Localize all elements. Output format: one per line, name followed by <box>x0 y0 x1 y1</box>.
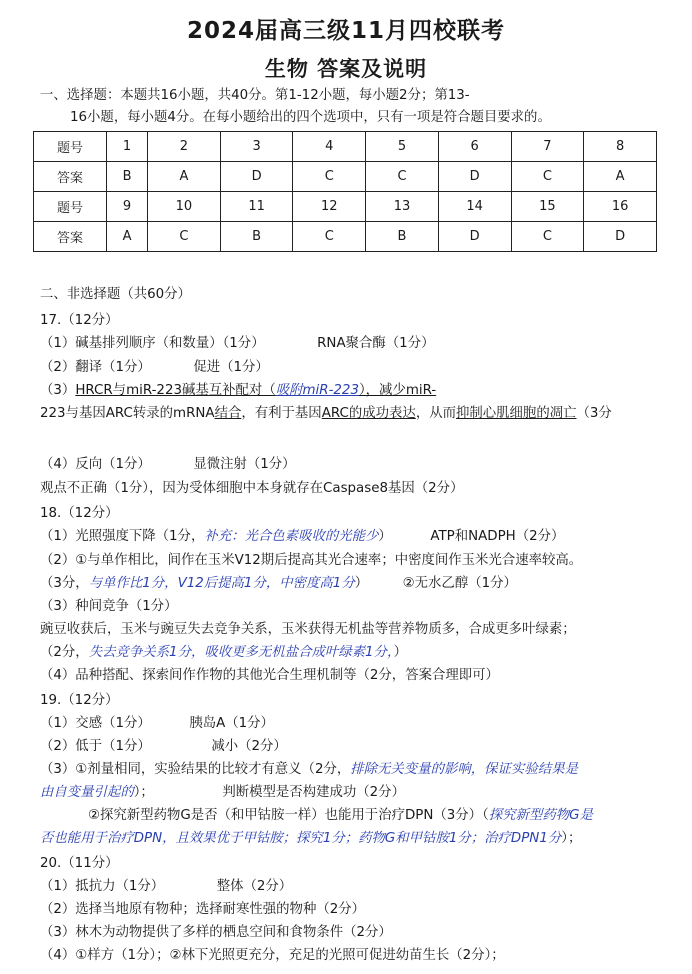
table-cell: 13 <box>366 192 439 222</box>
section1-intro-line1: 一、选择题：本题共16小题，共40分。第1-12小题，每小题2分；第13- <box>40 88 470 103</box>
answer-text: ），减少miR- <box>358 383 437 398</box>
q19-line4 <box>40 784 405 802</box>
answer-text: HRCR与miR-223碱基互补配对（ <box>75 383 276 398</box>
table-cell: B <box>107 162 148 192</box>
answer-text: （1）抵抗力（1分） <box>40 879 165 894</box>
table-cell: 12 <box>293 192 366 222</box>
table-cell: A <box>148 162 221 192</box>
answer-text: ，有利于基因 <box>241 406 322 421</box>
scoring-note: 排除无关变量的影响，保证实验结果是 <box>350 762 578 777</box>
answer-text: RNA聚合酶（1分） <box>317 336 435 351</box>
table-cell: D <box>438 222 511 252</box>
answer-text: （3）①剂量相同，实验结果的比较才有意义（2分， <box>40 762 351 777</box>
table-cell: C <box>148 222 221 252</box>
answer-text: ARC的成功表达 <box>321 406 416 421</box>
table-cell: 10 <box>148 192 221 222</box>
table-cell: 4 <box>293 132 366 162</box>
answer-text: ） <box>354 576 369 591</box>
table-cell: 15 <box>511 192 584 222</box>
table-row <box>34 162 657 192</box>
answer-text: ）； <box>133 785 154 800</box>
q20-line4: （4）①样方（1分）；②林下光照更充分，充足的光照可促进幼苗生长（2分）； <box>40 948 505 963</box>
scoring-note: 由自变量引起的 <box>40 785 134 800</box>
answer-text: 胰岛A（1分） <box>189 716 274 731</box>
q17-line5 <box>40 456 296 474</box>
answer-text: 显微注射（1分） <box>193 457 296 472</box>
table-cell: 5 <box>366 132 439 162</box>
exam-subtitle: 生物 答案及说明 <box>264 57 428 81</box>
q18-heading: 18.（12分） <box>40 506 119 521</box>
table-cell: B <box>366 222 439 252</box>
table-cell: 16 <box>584 192 657 222</box>
table-cell: 答案 <box>34 162 107 192</box>
table-cell: A <box>107 222 148 252</box>
table-cell: D <box>220 162 293 192</box>
q20-line2: （2）选择当地原有物种；选择耐寒性强的物种（2分） <box>40 902 366 917</box>
q17-line2 <box>40 359 269 377</box>
answer-text: ）； <box>561 831 582 846</box>
answer-text: （1）交感（1分） <box>40 716 151 731</box>
table-cell: 14 <box>438 192 511 222</box>
q19-line6 <box>40 830 581 848</box>
answer-text: 抑制心肌细胞的凋亡 <box>455 406 577 421</box>
q18-line5: 豌豆收获后，玉米与豌豆失去竞争关系，玉米获得无机盐等营养物质多，合成更多叶绿素； <box>40 622 576 637</box>
q18-line4: （3）种间竞争（1分） <box>40 599 178 614</box>
q17-line4 <box>40 405 612 423</box>
table-cell: 11 <box>220 192 293 222</box>
table-cell: 8 <box>584 132 657 162</box>
q18-line7: （4）品种搭配、探索间作作物的其他光合生理机制等（2分，答案合理即可） <box>40 668 499 683</box>
answer-text: 223与基因ARC转录的mRNA <box>40 406 215 421</box>
table-cell: 7 <box>511 132 584 162</box>
answer-text: ） <box>378 529 392 544</box>
q20-line1 <box>40 878 292 896</box>
answer-text: ，从而 <box>415 406 456 421</box>
table-cell: B <box>220 222 293 252</box>
table-cell: 6 <box>438 132 511 162</box>
answer-text: （1）光照强度下降（1分， <box>40 529 205 544</box>
table-cell: C <box>511 222 584 252</box>
q17-line3 <box>40 382 436 400</box>
q18-line6 <box>40 644 407 662</box>
answer-text: （2分， <box>40 645 89 660</box>
table-cell: C <box>293 222 366 252</box>
answer-text: （3） <box>40 383 76 398</box>
q19-heading: 19.（12分） <box>40 693 119 708</box>
table-row <box>34 192 657 222</box>
table-cell: D <box>438 162 511 192</box>
answer-text: 减小（2分） <box>211 739 287 754</box>
scoring-note: 探究新型药物G是 <box>488 808 593 823</box>
table-cell: 3 <box>220 132 293 162</box>
q20-line3: （3）林木为动物提供了多样的栖息空间和食物条件（2分） <box>40 925 392 940</box>
table-row <box>34 222 657 252</box>
answer-text: （4）反向（1分） <box>40 457 151 472</box>
q17-line6: 观点不正确（1分），因为受体细胞中本身就存在Caspase8基因（2分） <box>40 481 464 496</box>
answer-text: ） <box>393 645 408 660</box>
q19-line5 <box>88 807 593 825</box>
scoring-note: 否也能用于治疗DPN，且效果优于甲钴胺；探究1分；药物G和甲钴胺1分；治疗DPN1分 <box>40 831 562 846</box>
section2-heading: 二、非选择题（共60分） <box>40 287 191 302</box>
q18-line2: （2）①与单作相比，间作在玉米V12期后提高其光合速率；中密度间作玉米光合速率较高。 <box>40 553 583 568</box>
table-cell: 答案 <box>34 222 107 252</box>
scoring-note: 补充：光合色素吸收的光能少 <box>204 529 379 544</box>
q19-line1 <box>40 715 274 733</box>
answer-text: 判断模型是否构建成功（2分） <box>222 785 405 800</box>
table-cell: 1 <box>107 132 148 162</box>
q17-line1 <box>40 335 434 353</box>
table-cell: 9 <box>107 192 148 222</box>
answer-text: 整体（2分） <box>216 879 293 894</box>
q19-line3 <box>40 761 578 779</box>
table-cell: 2 <box>148 132 221 162</box>
answer-text: 结合 <box>214 406 242 421</box>
table-row <box>34 132 657 162</box>
answer-text: （3分 <box>576 406 612 421</box>
table-cell: C <box>511 162 584 192</box>
table-cell: 题号 <box>34 192 107 222</box>
table-cell: C <box>366 162 439 192</box>
section1-intro-line2: 16小题，每小题4分。在每小题给出的四个选项中，只有一项是符合题目要求的。 <box>70 110 551 125</box>
answer-text: ATP和NADPH（2分） <box>430 529 565 544</box>
q18-line1 <box>40 528 564 546</box>
table-cell: A <box>584 162 657 192</box>
scoring-note: 吸附miR-223 <box>275 383 359 398</box>
q20-heading: 20.（11分） <box>40 856 119 871</box>
table-cell: D <box>584 222 657 252</box>
answer-text: （2）翻译（1分） <box>40 360 151 375</box>
answer-text: ②探究新型药物G是否（和甲钴胺一样）也能用于治疗DPN（3分）（ <box>88 808 489 823</box>
exam-title: 2024届高三级11月四校联考 <box>186 18 506 44</box>
q17-heading: 17.（12分） <box>40 313 119 328</box>
table-cell: 题号 <box>34 132 107 162</box>
scoring-note: 与单作比1分，V12后提高1分，中密度高1分 <box>88 576 355 591</box>
scoring-note: 失去竞争关系1分，吸收更多无机盐合成叶绿素1分， <box>88 645 394 660</box>
answer-text: ②无水乙醇（1分） <box>402 576 517 591</box>
answer-text: （3分， <box>40 576 89 591</box>
answer-text: （1）碱基排列顺序（和数量）（1分） <box>40 336 265 351</box>
q18-line3 <box>40 575 517 593</box>
answer-text: （2）低于（1分） <box>40 739 151 754</box>
answer-table <box>33 131 657 252</box>
answer-text: 促进（1分） <box>193 360 269 375</box>
q19-line2 <box>40 738 287 756</box>
table-cell: C <box>293 162 366 192</box>
